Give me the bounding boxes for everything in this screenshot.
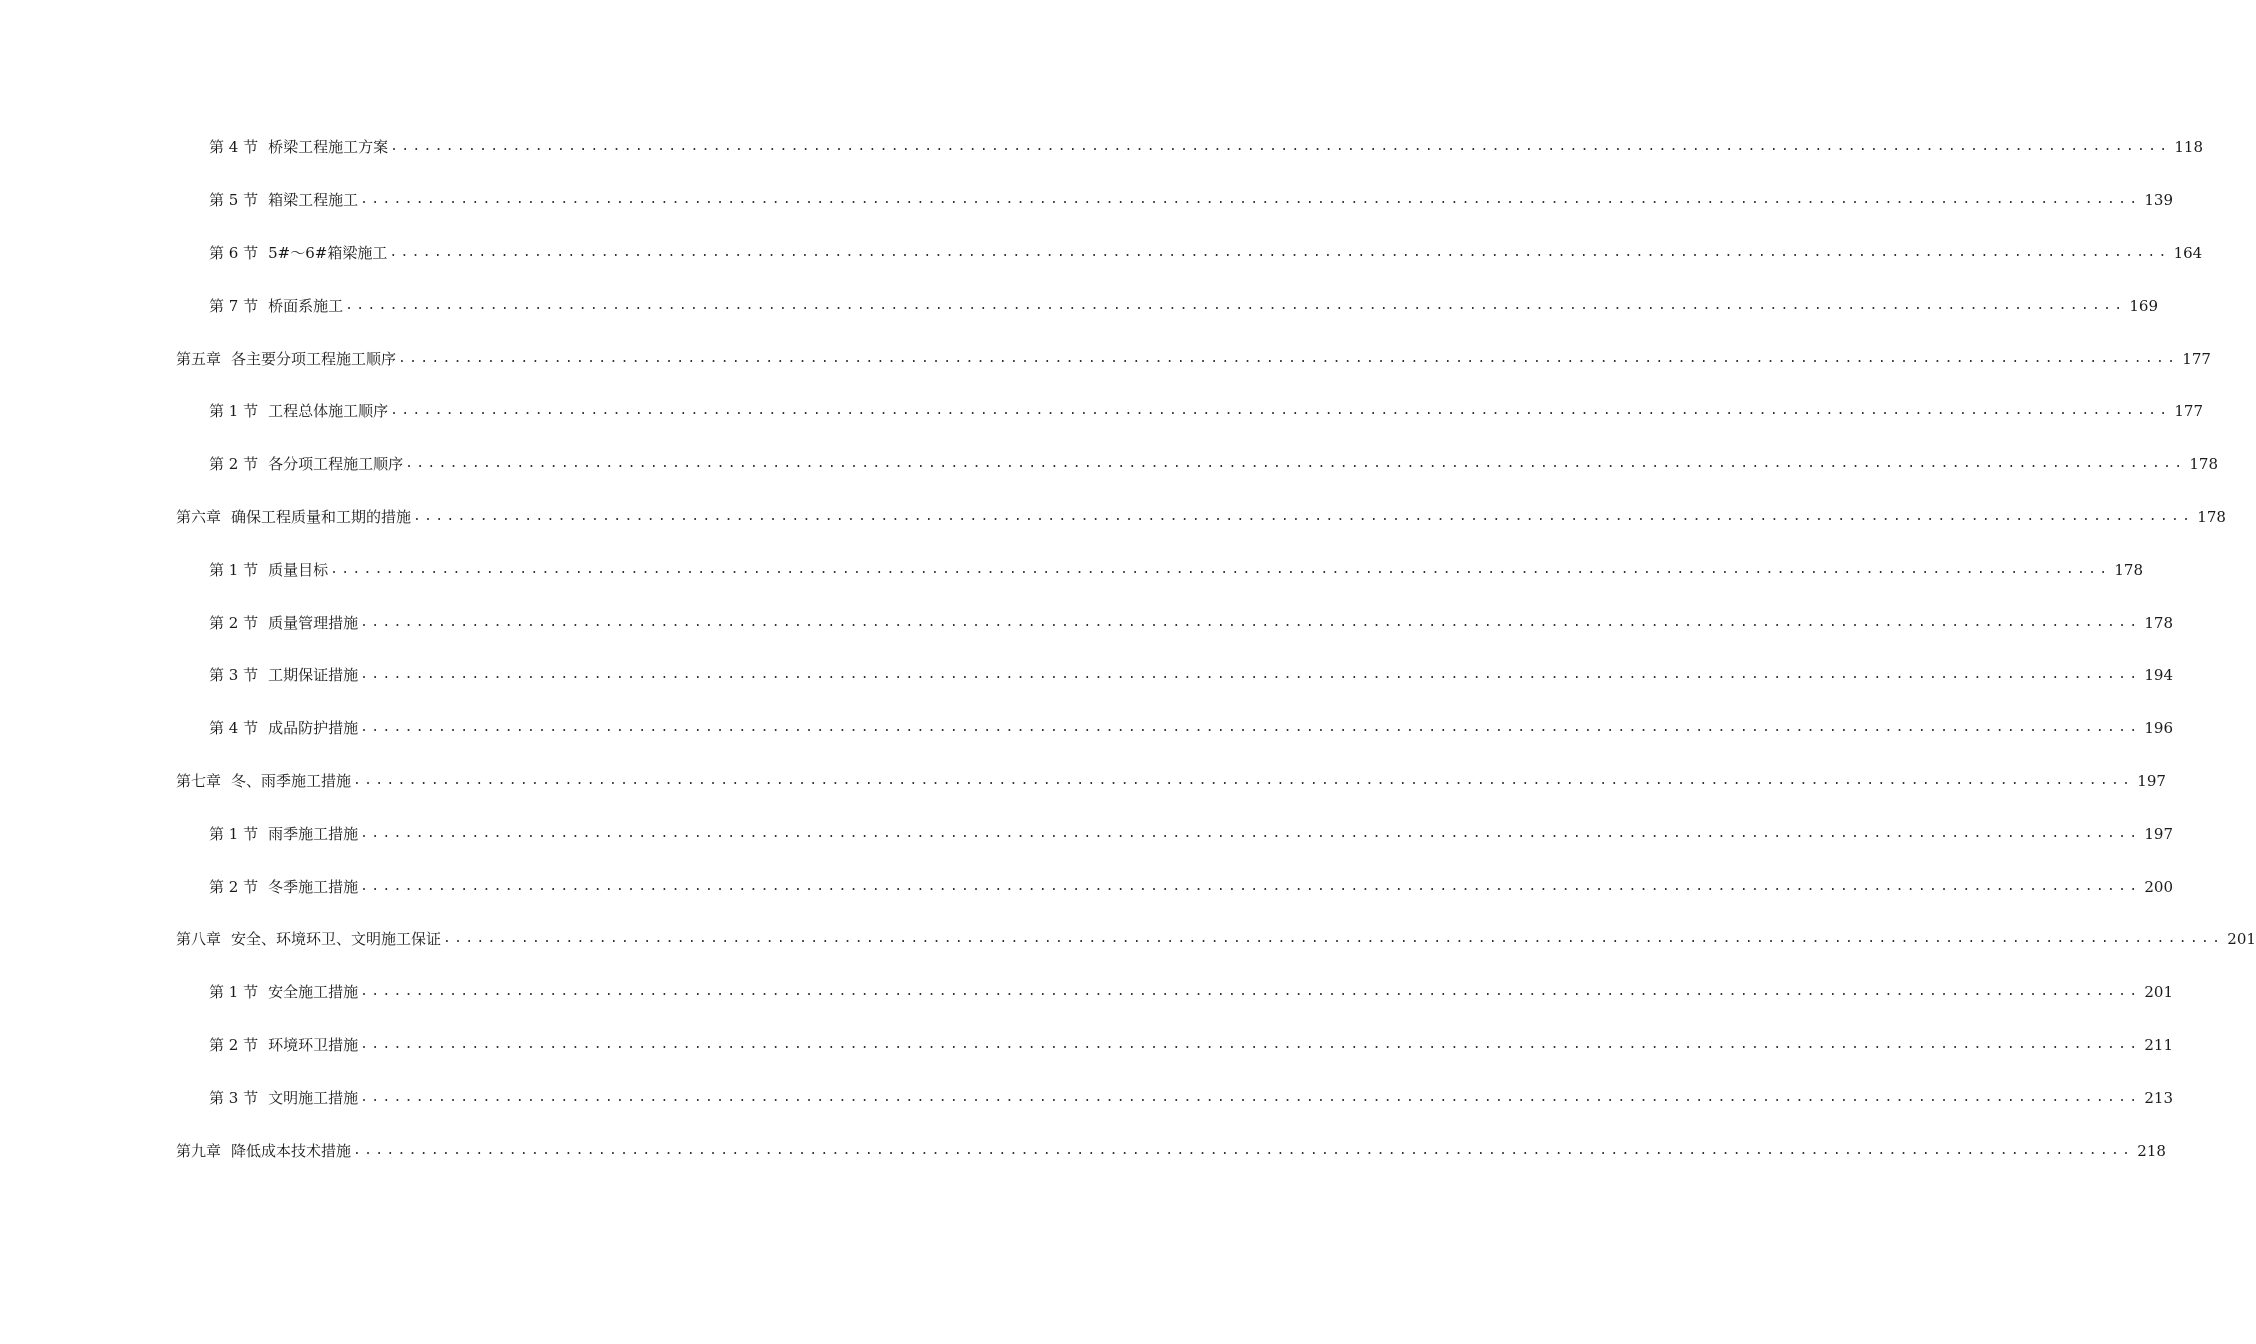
toc-chapter-entry[interactable] [0, 755, 2166, 808]
toc-chapter-entry[interactable] [0, 491, 2226, 544]
dot-leader: ................................................................................................................................................................ [443, 931, 2224, 947]
dot-leader: ................................................................................................................................................................ [353, 1142, 2134, 1158]
toc-entry-label: 第 2 节 [209, 877, 259, 896]
toc-page-number: 178 [2189, 455, 2219, 474]
toc-entry-title: 质量管理措施 [268, 613, 359, 632]
toc-entry-label: 第 2 节 [209, 613, 259, 632]
toc-page-number: 178 [2114, 560, 2144, 579]
dot-leader: ................................................................................................................................................................ [360, 192, 2141, 208]
toc-section-entry[interactable] [0, 1071, 2174, 1124]
toc-page-number: 194 [2144, 666, 2174, 685]
toc-page-number: 118 [2174, 138, 2204, 157]
toc-page-number: 164 [2173, 243, 2203, 262]
dot-leader: ................................................................................................................................................................ [360, 878, 2141, 894]
dot-leader: ................................................................................................................................................................ [390, 403, 2171, 419]
dot-leader: ................................................................................................................................................................ [398, 350, 2179, 366]
dot-leader: ................................................................................................................................................................ [413, 508, 2194, 524]
toc-page-number: 177 [2174, 402, 2204, 421]
toc-entry-title: 冬季施工措施 [268, 877, 359, 896]
table-of-contents [0, 121, 2256, 1177]
toc-page-number: 196 [2144, 719, 2174, 738]
toc-entry-label: 第九章 [176, 1141, 222, 1160]
toc-chapter-entry[interactable] [0, 1124, 2166, 1177]
toc-entry-title: 雨季施工措施 [268, 824, 359, 843]
toc-section-entry[interactable] [0, 121, 2204, 174]
dot-leader: ................................................................................................................................................................ [405, 456, 2186, 472]
dot-leader: ................................................................................................................................................................ [360, 984, 2141, 1000]
toc-entry-label: 第六章 [176, 507, 222, 526]
toc-section-entry[interactable] [0, 807, 2174, 860]
toc-entry-label: 第 4 节 [209, 719, 259, 738]
toc-entry-title: 文明施工措施 [268, 1088, 359, 1107]
toc-entry-label: 第 4 节 [209, 138, 259, 157]
toc-page-number: 197 [2144, 824, 2174, 843]
toc-entry-title: 各分项工程施工顺序 [268, 455, 404, 474]
dot-leader: ................................................................................................................................................................ [360, 1089, 2141, 1105]
toc-entry-title: 箱梁工程施工 [268, 191, 359, 210]
toc-entry-label: 第五章 [176, 349, 222, 368]
toc-entry-label: 第七章 [176, 771, 222, 790]
toc-entry-title: 安全、环境环卫、文明施工保证 [231, 930, 442, 949]
dot-leader: ................................................................................................................................................................ [330, 561, 2111, 577]
dot-leader: ................................................................................................................................................................ [360, 667, 2141, 683]
dot-leader: ................................................................................................................................................................ [360, 720, 2141, 736]
toc-entry-label: 第 3 节 [209, 666, 259, 685]
toc-entry-title: 5#～6#箱梁施工 [268, 243, 388, 262]
toc-entry-title: 桥面系施工 [268, 296, 344, 315]
toc-entry-title: 工期保证措施 [268, 666, 359, 685]
toc-chapter-entry[interactable] [0, 913, 2256, 966]
toc-section-entry[interactable] [0, 279, 2159, 332]
toc-entry-label: 第 5 节 [209, 191, 259, 210]
toc-entry-title: 环境环卫措施 [268, 1035, 359, 1054]
dot-leader: ................................................................................................................................................................ [345, 297, 2126, 313]
toc-page-number: 197 [2137, 771, 2166, 790]
dot-leader: ................................................................................................................................................................ [389, 244, 2170, 260]
toc-entry-title: 确保工程质量和工期的措施 [231, 507, 412, 526]
toc-page-number: 178 [2197, 507, 2226, 526]
toc-entry-title: 成品防护措施 [268, 719, 359, 738]
toc-page-number: 211 [2144, 1035, 2174, 1054]
toc-section-entry[interactable] [0, 438, 2219, 491]
toc-section-entry[interactable] [0, 649, 2174, 702]
toc-page-number: 213 [2144, 1088, 2174, 1107]
toc-page-number: 177 [2182, 349, 2211, 368]
toc-section-entry[interactable] [0, 860, 2174, 913]
dot-leader: ................................................................................................................................................................ [360, 825, 2141, 841]
toc-entry-title: 各主要分项工程施工顺序 [231, 349, 397, 368]
toc-page-number: 139 [2144, 191, 2174, 210]
toc-entry-label: 第 7 节 [209, 296, 259, 315]
toc-entry-title: 工程总体施工顺序 [268, 402, 389, 421]
toc-page-number: 201 [2227, 930, 2256, 949]
toc-entry-title: 安全施工措施 [268, 983, 359, 1002]
dot-leader: ................................................................................................................................................................ [353, 772, 2134, 788]
toc-entry-label: 第 1 节 [209, 560, 259, 579]
toc-entry-title: 降低成本技术措施 [231, 1141, 352, 1160]
dot-leader: ................................................................................................................................................................ [360, 614, 2141, 630]
toc-entry-label: 第八章 [176, 930, 222, 949]
toc-section-entry[interactable] [0, 385, 2204, 438]
toc-page-number: 169 [2129, 296, 2159, 315]
toc-entry-label: 第 2 节 [209, 455, 259, 474]
toc-page-number: 201 [2144, 983, 2174, 1002]
toc-section-entry[interactable] [0, 227, 2203, 280]
toc-section-entry[interactable] [0, 596, 2174, 649]
toc-entry-label: 第 3 节 [209, 1088, 259, 1107]
toc-entry-label: 第 1 节 [209, 824, 259, 843]
toc-entry-label: 第 2 节 [209, 1035, 259, 1054]
toc-section-entry[interactable] [0, 174, 2174, 227]
toc-page-number: 178 [2144, 613, 2174, 632]
dot-leader: ................................................................................................................................................................ [360, 1036, 2141, 1052]
toc-entry-label: 第 1 节 [209, 402, 259, 421]
toc-entry-title: 冬、雨季施工措施 [231, 771, 352, 790]
toc-section-entry[interactable] [0, 1019, 2174, 1072]
toc-section-entry[interactable] [0, 702, 2174, 755]
toc-chapter-entry[interactable] [0, 332, 2211, 385]
dot-leader: ................................................................................................................................................................ [390, 139, 2171, 155]
toc-section-entry[interactable] [0, 966, 2174, 1019]
toc-section-entry[interactable] [0, 543, 2144, 596]
toc-entry-label: 第 6 节 [209, 243, 259, 262]
toc-entry-label: 第 1 节 [209, 983, 259, 1002]
toc-page-number: 200 [2144, 877, 2174, 896]
toc-entry-title: 质量目标 [268, 560, 329, 579]
toc-page-number: 218 [2137, 1141, 2166, 1160]
toc-entry-title: 桥梁工程施工方案 [268, 138, 389, 157]
